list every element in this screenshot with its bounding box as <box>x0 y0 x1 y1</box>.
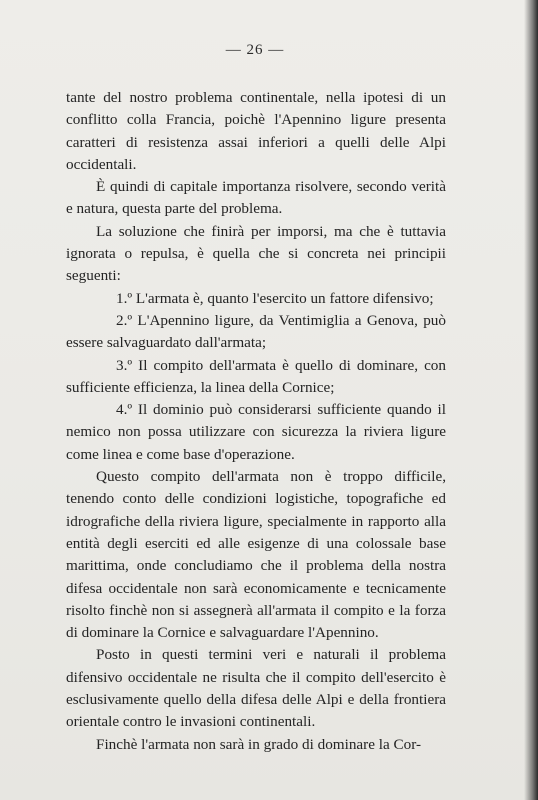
paragraph-5: Posto in questi termini veri e naturali il problema difensivo occidentale ne risulta che il compito dell'esercito è esclusivamente quello della difesa delle Alpi e della frontiera orientale contro le invasioni continentali. <box>66 646 446 731</box>
paragraph-6: Finchè l'armata non sarà in grado di dominare la Cor- <box>96 735 422 753</box>
list-item-4: 4.º Il dominio può considerarsi sufficiente quando il nemico non possa utilizzare con sicurezza la riviera ligure come linea e come base d'operazione. <box>66 401 446 463</box>
list-item-3: 3.º Il compito dell'armata è quello di dominare, con sufficiente efficienza, la linea della Cornice; <box>66 356 446 396</box>
paragraph-3: La soluzione che finirà per imporsi, ma che è tuttavia ignorata o repulsa, è quella che si concreta nei principii seguenti: <box>66 222 446 285</box>
binding-shadow <box>524 0 538 800</box>
list-item-2: 2.º L'Apennino ligure, da Ventimiglia a Genova, può essere salvaguardato dall'armata; <box>66 311 446 352</box>
paragraph-1: tante del nostro problema continentale, nella ipotesi di un conflitto colla Francia, poichè l'Apennino ligure presenta caratteri di resistenza assai inferiori a quelli delle Alpi occidentali. <box>66 89 446 173</box>
body-text <box>66 87 446 756</box>
paragraph-2: È quindi di capitale importanza risolvere, secondo verità e natura, questa parte del problema. <box>66 178 446 218</box>
paragraph-4: Questo compito dell'armata non è troppo difficile, tenendo conto delle condizioni logistiche, topografiche ed idrografiche della riviera ligure, specialmente in rapporto alla entità degli eserciti ed alle esigenze di una colossale base marittima, onde concludiamo che il problema della nostra difesa occidentale non sarà economicamente e tecnicamente risolto finchè non si assegnerà all'armata il compito e la forza di dominare la Cornice e salvaguardare l'Apennino. <box>66 468 446 642</box>
list-item-1: 1.º L'armata è, quanto l'esercito un fattore difensivo; <box>116 289 434 307</box>
page-number: — 26 — <box>225 42 285 58</box>
